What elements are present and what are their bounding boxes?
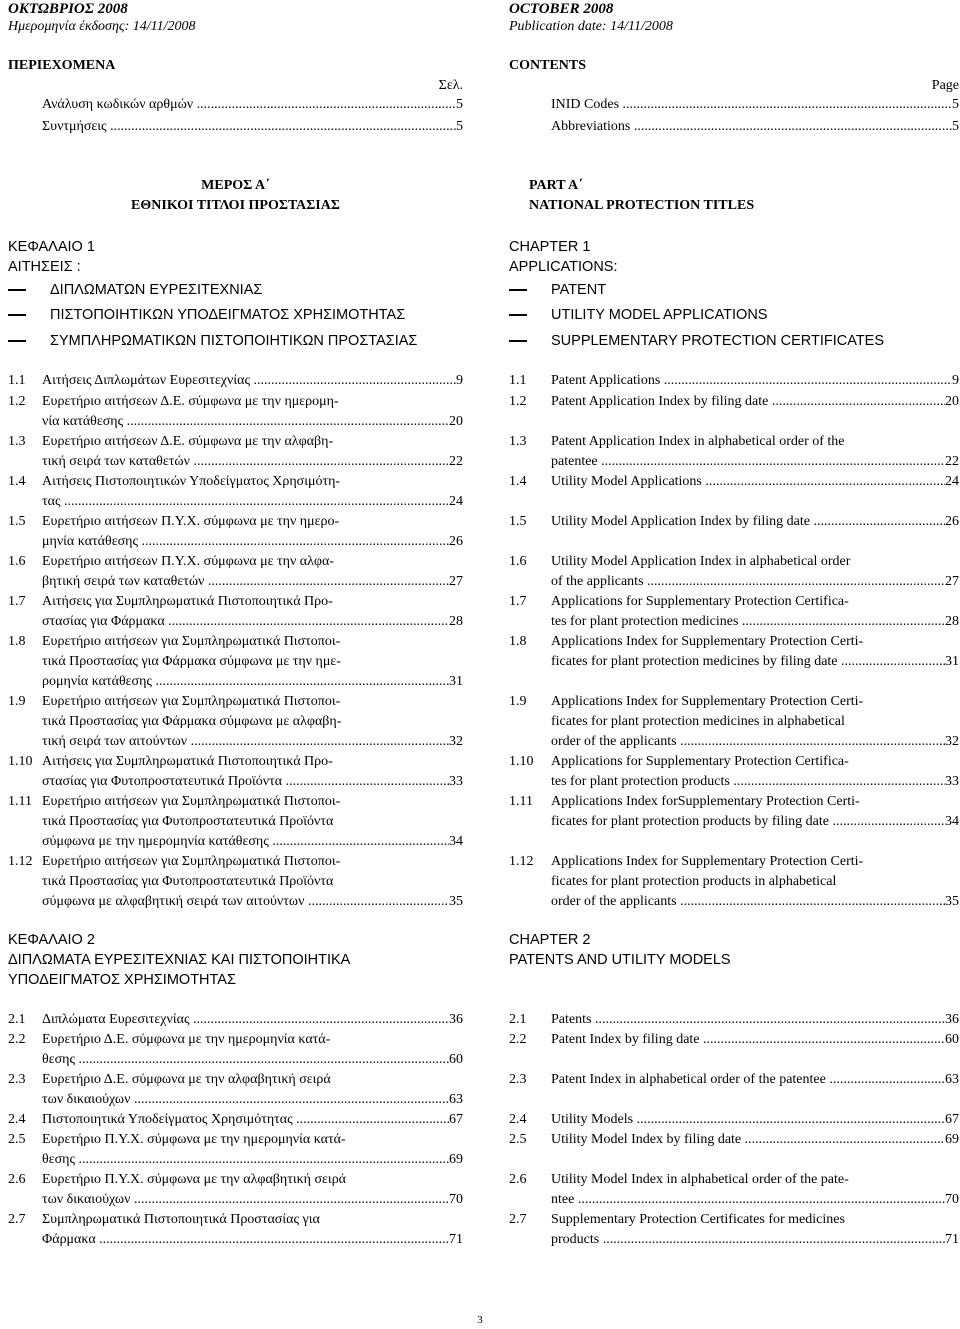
toc-entry-text: tes for plant protection medicines .....	[551, 612, 945, 632]
toc-entry-body	[42, 1210, 463, 1250]
toc-entry-number: 1.4	[8, 474, 26, 489]
toc-entry-text: Αιτήσεις Διπλωμάτων Ευρεσιτεχνίας .....	[42, 371, 456, 391]
toc-entry-text: of the applicants .....	[551, 572, 945, 592]
toc-entry-text: ntee .....	[551, 1190, 945, 1210]
toc-entry-line: Ευρετήριο Δ.Ε. σύμφωνα με την αλφαβητική σειρά	[42, 1072, 331, 1087]
toc-entry-number: 1.5	[8, 514, 26, 529]
toc-entry-number: 1.12	[509, 854, 534, 869]
toc-entry-body	[551, 1070, 959, 1090]
english-part-subtitle: NATIONAL PROTECTION TITLES	[529, 198, 755, 213]
toc-entry-line	[551, 1130, 959, 1150]
toc-entry-page: 24	[945, 474, 959, 489]
toc-entry-line: Applications Index for Supplementary Protection Certi-	[551, 854, 864, 869]
toc-entry-body	[551, 792, 959, 832]
dash-bullet	[8, 289, 26, 291]
toc-entry-line: Ευρετήριο αιτήσεων για Συμπληρωματικά Πιστοποι-	[42, 634, 341, 649]
toc-entry-line: τικά Προστασίας για Φυτοπροστατευτικά Προϊόντα	[42, 874, 334, 889]
toc-entry-page: 60	[449, 1052, 463, 1067]
toc-entry-number: 1.1	[8, 373, 26, 388]
toc-entry-page: 71	[945, 1232, 959, 1247]
toc-entry-page: 35	[945, 894, 959, 909]
toc-entry-line	[42, 371, 463, 391]
toc-entry-page: 71	[449, 1232, 463, 1247]
toc-entry-text: Utility Model Index by filing date .....	[551, 1130, 945, 1150]
toc-entry-line	[551, 1070, 959, 1090]
toc-entry-number: 1.7	[8, 594, 26, 609]
english-chapter1-subtitle: APPLICATIONS:	[509, 259, 618, 275]
toc-entry-number: 2.5	[509, 1132, 527, 1147]
toc-entry-text: Utility Models .....	[551, 1110, 945, 1130]
toc-entry-number: 2.5	[8, 1132, 26, 1147]
toc-entry-line	[42, 1050, 463, 1070]
toc-entry-line	[551, 1030, 959, 1050]
toc-entry-page: 22	[945, 454, 959, 469]
greek-contents-title: ΠΕΡΙΕΧΟΜΕΝΑ	[8, 58, 116, 73]
toc-entry-line: Συμπληρωματικά Πιστοποιητικά Προστασίας για	[42, 1212, 320, 1227]
toc-entry-text: ficates for plant protection products by filing date .....	[551, 812, 945, 832]
toc-entry-line: Applications Index for Supplementary Protection Certi-	[551, 634, 864, 649]
greek-part-title: ΜΕΡΟΣ Α΄	[201, 178, 270, 193]
toc-entry-page: 69	[449, 1152, 463, 1167]
toc-entry-number: 1.8	[8, 634, 26, 649]
toc-entry-page: 60	[945, 1032, 959, 1047]
toc-entry-body	[551, 552, 959, 592]
dash-bullet	[8, 340, 26, 342]
toc-entry-body	[551, 1210, 959, 1250]
english-chapter1-title: CHAPTER 1	[509, 239, 591, 255]
toc-entry-line	[42, 412, 463, 432]
toc-entry-page: 27	[449, 574, 463, 589]
toc-entry-number: 1.5	[509, 514, 527, 529]
toc-entry-page: 63	[449, 1092, 463, 1107]
toc-entry-line	[42, 732, 463, 752]
toc-entry-number: 1.6	[509, 554, 527, 569]
toc-entry-line	[551, 732, 959, 752]
page-number: 3	[477, 1314, 483, 1326]
toc-entry-number: 1.7	[509, 594, 527, 609]
toc-entry-body	[551, 592, 959, 632]
toc-entry-line	[551, 612, 959, 632]
toc-entry-line	[42, 1010, 463, 1030]
toc-entry-page: 22	[449, 454, 463, 469]
toc-entry-page: 70	[449, 1192, 463, 1207]
english-chapter2-subtitle-line1: PATENTS AND UTILITY MODELS	[509, 952, 731, 968]
toc-entry-text: ficates for plant protection medicines by filing date .....	[551, 652, 945, 672]
toc-entry-number: 2.2	[509, 1032, 527, 1047]
toc-entry-page: 35	[449, 894, 463, 909]
toc-entry-line: Ευρετήριο αιτήσεων Δ.Ε. σύμφωνα με την ημερομη-	[42, 394, 339, 409]
toc-entry-text: Patents .....	[551, 1010, 945, 1030]
toc-entry-line	[551, 452, 959, 472]
toc-entry-line	[42, 1110, 463, 1130]
toc-entry-line	[42, 892, 463, 912]
toc-entry-page: 28	[945, 614, 959, 629]
toc-entry-number: 2.3	[8, 1072, 26, 1087]
english-part-title: PART A΄	[529, 178, 583, 193]
toc-entry-line	[551, 371, 959, 391]
toc-entry-number: 1.8	[509, 634, 527, 649]
toc-entry-page: 26	[449, 534, 463, 549]
greek-chapter2-subtitle-line2: ΥΠΟΔΕΙΓΜΑΤΟΣ ΧΡΗΣΙΜΟΤΗΤΑΣ	[8, 972, 236, 988]
toc-entry-number: 1.10	[8, 754, 33, 769]
toc-entry-line: Ευρετήριο αιτήσεων για Συμπληρωματικά Πιστοποι-	[42, 794, 341, 809]
toc-entry-line	[551, 1110, 959, 1130]
toc-entry-text: order of the applicants .....	[551, 892, 945, 912]
toc-entry-line	[551, 892, 959, 912]
toc-entry-line	[42, 572, 463, 592]
toc-entry-number: 1.9	[509, 694, 527, 709]
greek-chapter1-title: ΚΕΦΑΛΑΙΟ 1	[8, 239, 95, 255]
toc-entry-line: Ευρετήριο Π.Υ.Χ. σύμφωνα με την αλφαβητική σειρά	[42, 1172, 347, 1187]
toc-entry-line: Ευρετήριο αιτήσεων για Συμπληρωματικά Πιστοποι-	[42, 854, 341, 869]
toc-entry-body	[42, 392, 463, 432]
toc-entry-body	[551, 1110, 959, 1130]
toc-entry-line: Ευρετήριο αιτήσεων Π.Υ.Χ. σύμφωνα με την ημερο-	[42, 514, 340, 529]
toc-entry-body	[42, 512, 463, 552]
toc-entry-line: Ευρετήριο Δ.Ε. σύμφωνα με την ημερομηνία κατά-	[42, 1032, 331, 1047]
toc-entry-line: Applications Index forSupplementary Protection Certi-	[551, 794, 860, 809]
toc-entry-page: 31	[449, 674, 463, 689]
toc-entry-line	[42, 1150, 463, 1170]
toc-entry-line: Applications for Supplementary Protection Certifica-	[551, 594, 849, 609]
english-front-item: Abbreviations ..... 5	[551, 117, 959, 137]
toc-entry-text: των δικαιούχων .....	[42, 1190, 449, 1210]
toc-entry-number: 2.4	[8, 1112, 26, 1127]
toc-entry-body	[42, 632, 463, 692]
toc-entry-text: patentee .....	[551, 452, 945, 472]
dash-bullet	[8, 314, 26, 316]
toc-entry-body	[551, 852, 959, 912]
toc-entry-text: Patent Application Index by filing date .....	[551, 392, 945, 412]
toc-entry-line	[551, 812, 959, 832]
toc-entry-line: Ευρετήριο Π.Υ.Χ. σύμφωνα με την ημερομηνία κατά-	[42, 1132, 346, 1147]
toc-entry-number: 2.1	[509, 1012, 527, 1027]
toc-entry-body	[42, 1170, 463, 1210]
toc-entry-line	[551, 1010, 959, 1030]
toc-entry-text: σύμφωνα με αλφαβητική σειρά των αιτούντων .....	[42, 892, 449, 912]
toc-entry-body	[551, 512, 959, 532]
toc-entry-text: σύμφωνα με την ημερομηνία κατάθεσης .....	[42, 832, 449, 852]
greek-part-subtitle: ΕΘΝΙΚΟΙ ΤΙΤΛΟΙ ΠΡΟΣΤΑΣΙΑΣ	[131, 198, 340, 213]
toc-entry-body	[551, 1170, 959, 1210]
toc-entry-page: 27	[945, 574, 959, 589]
toc-entry-page: 9	[952, 373, 959, 388]
toc-entry-body	[42, 1130, 463, 1170]
toc-entry-text: ρομηνία κατάθεσης .....	[42, 672, 449, 692]
toc-entry-line	[42, 452, 463, 472]
toc-entry-number: 1.9	[8, 694, 26, 709]
toc-entry-body	[551, 371, 959, 391]
toc-entry-text: τας .....	[42, 492, 449, 512]
toc-entry-number: 1.2	[509, 394, 527, 409]
greek-chapter2-subtitle-line1: ΔΙΠΛΩΜΑΤΑ ΕΥΡΕΣΙΤΕΧΝΙΑΣ ΚΑΙ ΠΙΣΤΟΠΟΙΗΤΙΚΑ	[8, 952, 351, 968]
toc-entry-text: Utility Model Applications .....	[551, 472, 945, 492]
toc-entry-page: 31	[945, 654, 959, 669]
toc-entry-body	[551, 1130, 959, 1150]
toc-entry-body	[42, 1010, 463, 1030]
toc-entry-body	[42, 852, 463, 912]
toc-entry-page: 20	[449, 414, 463, 429]
toc-entry-line: τικά Προστασίας για Φάρμακα σύμφωνα με αλφαβη-	[42, 714, 342, 729]
toc-entry-page: 63	[945, 1072, 959, 1087]
toc-entry-body	[42, 432, 463, 472]
toc-entry-body	[42, 592, 463, 632]
toc-entry-body	[42, 692, 463, 752]
greek-chapter1-subtitle: ΑΙΤΗΣΕΙΣ :	[8, 259, 81, 275]
toc-entry-line	[42, 612, 463, 632]
toc-entry-line: Applications for Supplementary Protection Certifica-	[551, 754, 849, 769]
toc-entry-line: Ευρετήριο αιτήσεων Δ.Ε. σύμφωνα με την αλφαβη-	[42, 434, 334, 449]
english-contents-title: CONTENTS	[509, 58, 587, 73]
english-page-label: Page	[931, 78, 959, 93]
toc-entry-body	[42, 1110, 463, 1130]
toc-entry-number: 1.2	[8, 394, 26, 409]
toc-entry-number: 1.3	[8, 434, 26, 449]
toc-entry-line: Utility Model Index in alphabetical order of the pate-	[551, 1172, 849, 1187]
dash-bullet	[509, 340, 527, 342]
toc-entry-number: 2.2	[8, 1032, 26, 1047]
toc-entry-number: 2.6	[509, 1172, 527, 1187]
toc-entry-page: 70	[945, 1192, 959, 1207]
toc-entry-text: order of the applicants .....	[551, 732, 945, 752]
toc-entry-body	[551, 392, 959, 412]
toc-entry-text: θεσης .....	[42, 1050, 449, 1070]
toc-entry-text: μηνία κατάθεσης .....	[42, 532, 449, 552]
toc-entry-body	[42, 472, 463, 512]
toc-entry-line: Patent Application Index in alphabetical order of the	[551, 434, 845, 449]
english-header-month: OCTOBER 2008	[509, 1, 614, 17]
toc-entry-text: των δικαιούχων .....	[42, 1090, 449, 1110]
toc-entry-number: 2.7	[8, 1212, 26, 1227]
toc-entry-number: 2.4	[509, 1112, 527, 1127]
greek-header-month: ΟΚΤΩΒΡΙΟΣ 2008	[8, 1, 128, 17]
toc-entry-number: 2.1	[8, 1012, 26, 1027]
toc-entry-line	[551, 472, 959, 492]
toc-entry-line	[42, 672, 463, 692]
toc-entry-body	[42, 752, 463, 792]
toc-entry-body	[42, 552, 463, 592]
dash-bullet	[509, 289, 527, 291]
toc-entry-page: 20	[945, 394, 959, 409]
toc-entry-text: tes for plant protection products .....	[551, 772, 945, 792]
toc-entry-page: 28	[449, 614, 463, 629]
toc-entry-page: 36	[945, 1012, 959, 1027]
toc-entry-line	[551, 652, 959, 672]
toc-entry-body	[42, 1030, 463, 1070]
toc-entry-text: Patent Index in alphabetical order of the patentee .....	[551, 1070, 945, 1090]
toc-entry-line: Ευρετήριο αιτήσεων για Συμπληρωματικά Πιστοποι-	[42, 694, 341, 709]
toc-entry-text: Φάρμακα .....	[42, 1230, 449, 1250]
toc-entry-number: 1.11	[509, 794, 533, 809]
toc-entry-text: βητική σειρά των καταθετών .....	[42, 572, 449, 592]
toc-entry-body	[551, 432, 959, 472]
greek-publication-date: Ημερομηνία έκδοσης: 14/11/2008	[8, 19, 196, 34]
greek-page-label: Σελ.	[438, 78, 463, 93]
toc-entry-text: Πιστοποιητικά Υποδείγματος Χρησιμότητας .....	[42, 1110, 449, 1130]
toc-entry-line	[42, 832, 463, 852]
toc-entry-number: 1.4	[509, 474, 527, 489]
toc-entry-page: 33	[449, 774, 463, 789]
toc-entry-text: στασίας για Φάρμακα .....	[42, 612, 449, 632]
toc-entry-number: 1.11	[8, 794, 32, 809]
toc-entry-page: 34	[945, 814, 959, 829]
toc-entry-page: 67	[945, 1112, 959, 1127]
toc-entry-body	[551, 752, 959, 792]
toc-entry-line: ficates for plant protection products in alphabetical	[551, 874, 837, 889]
toc-entry-line	[551, 772, 959, 792]
toc-entry-text: θεσης .....	[42, 1150, 449, 1170]
toc-entry-line: Αιτήσεις για Συμπληρωματικά Πιστοποιητικά Προ-	[42, 754, 333, 769]
greek-front-item: Ανάλυση κωδικών αρθμών ..... 5	[42, 95, 463, 115]
toc-entry-line	[551, 512, 959, 532]
greek-chapter2-title: ΚΕΦΑΛΑΙΟ 2	[8, 932, 95, 948]
toc-entry-body	[551, 632, 959, 672]
toc-entry-line	[42, 1190, 463, 1210]
toc-entry-line	[42, 532, 463, 552]
toc-entry-number: 1.3	[509, 434, 527, 449]
toc-entry-page: 32	[945, 734, 959, 749]
toc-entry-body	[551, 1010, 959, 1030]
toc-entry-page: 32	[449, 734, 463, 749]
toc-entry-line	[42, 1230, 463, 1250]
toc-entry-line	[551, 572, 959, 592]
toc-entry-number: 2.7	[509, 1212, 527, 1227]
toc-entry-text: Patent Applications .....	[551, 371, 952, 391]
toc-entry-line	[42, 1090, 463, 1110]
toc-entry-number: 1.10	[509, 754, 534, 769]
toc-entry-text: τική σειρά των καταθετών .....	[42, 452, 449, 472]
toc-entry-page: 33	[945, 774, 959, 789]
toc-entry-text: στασίας για Φυτοπροστατευτικά Προϊόντα .....	[42, 772, 449, 792]
toc-entry-line: Αιτήσεις για Συμπληρωματικά Πιστοποιητικά Προ-	[42, 594, 333, 609]
toc-entry-text: Διπλώματα Ευρεσιτεχνίας .....	[42, 1010, 449, 1030]
toc-entry-body	[551, 1030, 959, 1050]
dash-bullet	[509, 314, 527, 316]
toc-entry-line	[42, 772, 463, 792]
toc-entry-text: products .....	[551, 1230, 945, 1250]
toc-entry-number: 2.6	[8, 1172, 26, 1187]
toc-entry-body	[42, 792, 463, 852]
toc-entry-line: Ευρετήριο αιτήσεων Π.Υ.Χ. σύμφωνα με την αλφα-	[42, 554, 334, 569]
english-publication-date: Publication date: 14/11/2008	[509, 19, 673, 34]
toc-entry-line: ficates for plant protection medicines in alphabetical	[551, 714, 845, 729]
toc-entry-line	[551, 392, 959, 412]
toc-entry-line: Applications Index for Supplementary Protection Certi-	[551, 694, 864, 709]
toc-entry-body	[42, 1070, 463, 1110]
english-chapter2-title: CHAPTER 2	[509, 932, 591, 948]
toc-entry-page: 69	[945, 1132, 959, 1147]
toc-entry-number: 1.6	[8, 554, 26, 569]
toc-entry-text: νία κατάθεσης .....	[42, 412, 449, 432]
toc-entry-text: Patent Index by filing date .....	[551, 1030, 945, 1050]
toc-entry-page: 24	[449, 494, 463, 509]
toc-entry-line: Utility Model Application Index in alphabetical order	[551, 554, 851, 569]
toc-entry-number: 2.3	[509, 1072, 527, 1087]
toc-entry-text: Utility Model Application Index by filing date .....	[551, 512, 945, 532]
toc-entry-line	[551, 1230, 959, 1250]
toc-entry-body	[42, 371, 463, 391]
toc-entry-line: Supplementary Protection Certificates for medicines	[551, 1212, 845, 1227]
toc-entry-line	[551, 1190, 959, 1210]
toc-entry-body	[551, 692, 959, 752]
toc-entry-body	[551, 472, 959, 492]
toc-entry-page: 67	[449, 1112, 463, 1127]
toc-entry-line	[42, 492, 463, 512]
toc-entry-line: τικά Προστασίας για Φάρμακα σύμφωνα με την ημε-	[42, 654, 341, 669]
greek-front-item: Συντμήσεις ..... 5	[42, 117, 463, 137]
toc-entry-page: 34	[449, 834, 463, 849]
toc-entry-page: 26	[945, 514, 959, 529]
toc-entry-page: 36	[449, 1012, 463, 1027]
toc-entry-number: 1.1	[509, 373, 527, 388]
english-front-item: INID Codes ..... 5	[551, 95, 959, 115]
toc-entry-number: 1.12	[8, 854, 33, 869]
toc-entry-page: 9	[456, 373, 463, 388]
toc-entry-line: τικά Προστασίας για Φυτοπροστατευτικά Προϊόντα	[42, 814, 334, 829]
toc-entry-line: Αιτήσεις Πιστοποιητικών Υποδείγματος Χρησιμότη-	[42, 474, 341, 489]
toc-entry-text: τική σειρά των αιτούντων .....	[42, 732, 449, 752]
